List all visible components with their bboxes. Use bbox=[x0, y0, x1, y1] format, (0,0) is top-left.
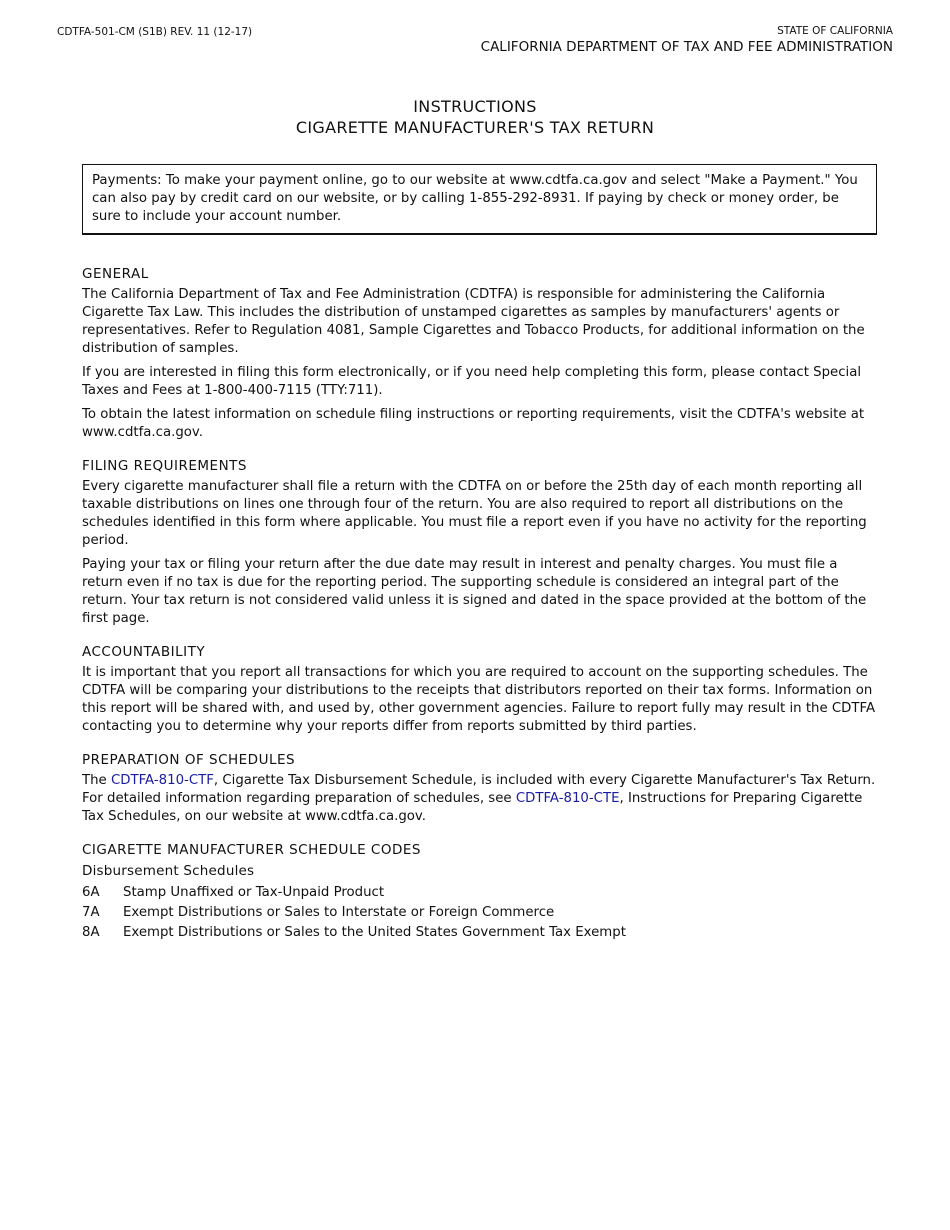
preparation-text-b: , Cigarette Tax Disbursement Schedule, is included with every Cigarette Manufacturer's Tax Return. For detailed information regarding preparation of schedules, see bbox=[82, 773, 876, 806]
page-title bbox=[0, 96, 950, 138]
preparation-heading: PREPARATION OF SCHEDULES bbox=[82, 752, 296, 768]
form-id: CDTFA-501-CM (S1B) REV. 11 (12-17) bbox=[57, 26, 253, 38]
schedule-description: Stamp Unaffixed or Tax-Unpaid Product bbox=[123, 885, 385, 900]
general-section bbox=[82, 265, 876, 442]
schedule-code: 6A bbox=[82, 885, 100, 900]
cdtfa-810-cte-link[interactable]: CDTFA-810-CTE bbox=[515, 791, 620, 806]
schedule-code-row bbox=[82, 903, 876, 923]
state-label: STATE OF CALIFORNIA bbox=[777, 25, 893, 37]
accountability-heading: ACCOUNTABILITY bbox=[82, 644, 206, 660]
schedule-code: 7A bbox=[82, 905, 100, 920]
schedule-description: Exempt Distributions or Sales to the United States Government Tax Exempt bbox=[123, 925, 626, 940]
preparation-paragraph bbox=[82, 772, 876, 826]
schedule-code-row bbox=[82, 883, 876, 903]
filing-heading: FILING REQUIREMENTS bbox=[82, 458, 248, 474]
schedule-code-row bbox=[82, 923, 876, 943]
instructions-content bbox=[82, 265, 876, 958]
schedule-description: Exempt Distributions or Sales to Interstate or Foreign Commerce bbox=[123, 905, 555, 920]
schedule-codes-heading: CIGARETTE MANUFACTURER SCHEDULE CODES bbox=[82, 842, 421, 858]
cdtfa-810-ctf-link[interactable]: CDTFA-810-CTF bbox=[110, 773, 214, 788]
payment-notice-box: Payments: To make your payment online, go to our website at www.cdtfa.ca.gov and select "Make a Payment." You can also pay by credit card on our website, or by calling 1-855-292-8931. If paying by check or money order, be sure to include your account number. bbox=[82, 164, 877, 235]
preparation-text-a: The bbox=[82, 773, 111, 788]
filing-paragraph-1: Every cigarette manufacturer shall file a return with the CDTFA on or before the 25th day of each month reporting all taxable distributions on lines one through four of the return. You are also required to report all distributions on the schedules identified in this form where applicable. You must file a report even if you have no activity for the reporting period. bbox=[82, 479, 867, 548]
title-line-2: CIGARETTE MANUFACTURER'S TAX RETURN bbox=[295, 118, 655, 137]
filing-paragraph-2: Paying your tax or filing your return after the due date may result in interest and penalty charges. You must file a return even if no tax is due for the reporting period. The supporting schedule is considered an integral part of the return. Your tax return is not considered valid unless it is signed and dated in the space provided at the bottom of the first page. bbox=[82, 557, 867, 626]
title-line-1: INSTRUCTIONS bbox=[413, 97, 537, 116]
general-paragraph-3: To obtain the latest information on schedule filing instructions or reporting requirements, visit the CDTFA's website at www.cdtfa.ca.gov. bbox=[82, 407, 865, 440]
filing-section bbox=[82, 457, 876, 628]
preparation-section bbox=[82, 751, 876, 826]
disbursement-schedules-subheading: Disbursement Schedules bbox=[82, 863, 255, 879]
general-paragraph-1: The California Department of Tax and Fee Administration (CDTFA) is responsible for administering the California Cigarette Tax Law. This includes the distribution of unstamped cigarettes as samples by manufacturers' agents or representatives. Refer to Regulation 4081, Sample Cigarettes and Tobacco Products, for additional information on the distribution of samples. bbox=[82, 287, 865, 356]
agency-header bbox=[481, 24, 893, 56]
department-name: CALIFORNIA DEPARTMENT OF TAX AND FEE ADMINISTRATION bbox=[480, 39, 893, 55]
general-heading: GENERAL bbox=[82, 266, 149, 282]
preparation-text-c: , Instructions for Preparing Cigarette Tax Schedules, on our website at www.cdtfa.ca.gov. bbox=[82, 791, 863, 824]
accountability-section bbox=[82, 643, 876, 736]
accountability-paragraph: It is important that you report all transactions for which you are required to account on the supporting schedules. The CDTFA will be comparing your distributions to the receipts that distributors reported on their tax forms. Information on this report will be shared with, and used by, other government agencies. Failure to report fully may result in the CDTFA contacting you to determine why your reports differ from reports submitted by third parties. bbox=[82, 665, 876, 734]
schedule-codes-section bbox=[82, 841, 876, 943]
general-paragraph-2: If you are interested in filing this form electronically, or if you need help completing this form, please contact Special Taxes and Fees at 1-800-400-7115 (TTY:711). bbox=[82, 365, 862, 398]
schedule-code: 8A bbox=[82, 925, 100, 940]
